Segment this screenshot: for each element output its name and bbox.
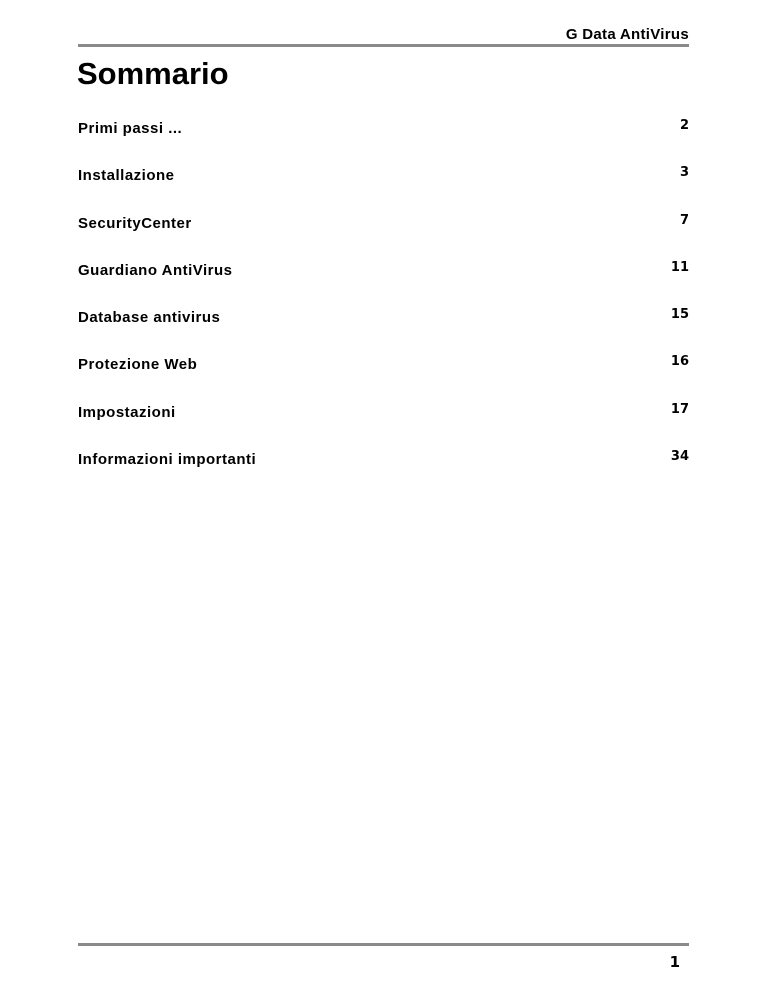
header-divider xyxy=(78,44,689,47)
toc-entry-title: Installazione xyxy=(78,167,175,185)
toc-entry-title: Impostazioni xyxy=(78,403,176,421)
toc-entry-primi-passi[interactable] xyxy=(78,117,689,164)
toc-entry-guardiano-antivirus[interactable] xyxy=(78,259,689,306)
toc-entry-page-number: 16 xyxy=(670,354,689,370)
table-of-contents xyxy=(78,117,689,495)
toc-entry-title: Informazioni importanti xyxy=(78,451,257,469)
toc-entry-page-number: 34 xyxy=(670,449,689,465)
toc-entry-securitycenter[interactable] xyxy=(78,212,689,259)
toc-entry-page-number: 2 xyxy=(679,118,689,133)
toc-entry-title: Primi passi ... xyxy=(78,120,183,137)
toc-entry-installazione[interactable] xyxy=(78,164,689,211)
toc-entry-page-number: 15 xyxy=(670,307,689,323)
footer-page-number: 1 xyxy=(669,953,680,971)
toc-entry-title: Guardiano AntiVirus xyxy=(78,261,233,279)
toc-entry-page-number: 17 xyxy=(670,401,689,417)
toc-entry-informazioni-importanti[interactable] xyxy=(78,448,689,495)
toc-entry-page-number: 11 xyxy=(670,259,689,275)
running-header-title: G Data AntiVirus xyxy=(565,26,689,43)
toc-entry-impostazioni[interactable] xyxy=(78,401,689,448)
toc-entry-title: Protezione Web xyxy=(78,356,198,374)
page-title: Sommario xyxy=(77,56,229,91)
toc-entry-database-antivirus[interactable] xyxy=(78,306,689,353)
toc-entry-title: Database antivirus xyxy=(78,309,221,327)
toc-entry-page-number: 7 xyxy=(679,212,689,228)
footer-divider xyxy=(78,943,689,946)
toc-entry-page-number: 3 xyxy=(679,165,689,181)
toc-entry-title: SecurityCenter xyxy=(78,214,192,232)
toc-entry-protezione-web[interactable] xyxy=(78,353,689,400)
